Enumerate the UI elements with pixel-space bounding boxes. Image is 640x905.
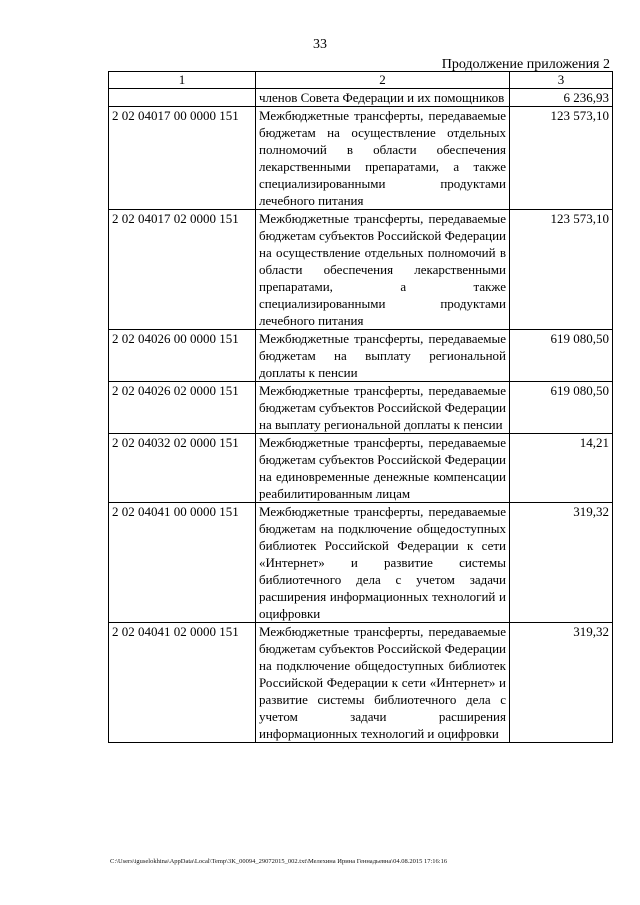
row-description: Межбюджетные трансферты, передаваемые бюджетам на подключение общедоступных библиотек Российской Федерации к сети «Интернет» и развитие системы библиотечного дела с учетом задачи расширения информационных технологий и оцифровки bbox=[256, 503, 510, 623]
row-amount: 6 236,93 bbox=[510, 89, 613, 107]
budget-table bbox=[108, 71, 613, 743]
table-row bbox=[109, 623, 613, 743]
table-row bbox=[109, 210, 613, 330]
budget-code: 2 02 04017 02 0000 151 bbox=[109, 210, 256, 330]
table-row bbox=[109, 503, 613, 623]
row-amount: 319,32 bbox=[510, 503, 613, 623]
row-description: Межбюджетные трансферты, передаваемые бюджетам на осуществление отдельных полномочий в области обеспечения лекарственными препаратами, а также специализированными продуктами лечебного питания bbox=[256, 107, 510, 210]
row-amount: 14,21 bbox=[510, 434, 613, 503]
row-description: Межбюджетные трансферты, передаваемые бюджетам субъектов Российской Федерации на выплату региональной доплаты к пенсии bbox=[256, 382, 510, 434]
row-amount: 619 080,50 bbox=[510, 382, 613, 434]
row-amount: 319,32 bbox=[510, 623, 613, 743]
footer-file-path: C:\Users\iguselokhina\AppData\Local\Temp\3K_00094_29072015_002.txt\Мелехина Ирина Геннадьевна\04.08.2015 17:16:16 bbox=[110, 858, 448, 865]
budget-code: 2 02 04026 00 0000 151 bbox=[109, 330, 256, 382]
row-description: членов Совета Федерации и их помощников bbox=[256, 89, 510, 107]
page-number: 33 bbox=[313, 37, 327, 52]
row-description: Межбюджетные трансферты, передаваемые бюджетам субъектов Российской Федерации на подключение общедоступных библиотек Российской Федерации к сети «Интернет» и развитие системы библиотечного дела с учетом задачи расширения информационных технологий и оцифровки bbox=[256, 623, 510, 743]
budget-code: 2 02 04041 02 0000 151 bbox=[109, 623, 256, 743]
budget-code: 2 02 04017 00 0000 151 bbox=[109, 107, 256, 210]
table-row bbox=[109, 89, 613, 107]
column-header-3: 3 bbox=[510, 72, 613, 89]
continuation-label: Продолжение приложения 2 bbox=[441, 57, 610, 72]
budget-code bbox=[109, 89, 256, 107]
table-row bbox=[109, 330, 613, 382]
row-amount: 123 573,10 bbox=[510, 210, 613, 330]
budget-code: 2 02 04032 02 0000 151 bbox=[109, 434, 256, 503]
column-header-2: 2 bbox=[256, 72, 510, 89]
budget-code: 2 02 04026 02 0000 151 bbox=[109, 382, 256, 434]
budget-code: 2 02 04041 00 0000 151 bbox=[109, 503, 256, 623]
header-row bbox=[109, 72, 613, 89]
row-description: Межбюджетные трансферты, передаваемые бюджетам субъектов Российской Федерации на осуществление отдельных полномочий в области обеспечения лекарственными препаратами, а также специализированными продуктами лечебного питания bbox=[256, 210, 510, 330]
column-header-1: 1 bbox=[109, 72, 256, 89]
table-row bbox=[109, 107, 613, 210]
row-description: Межбюджетные трансферты, передаваемые бюджетам на выплату региональной доплаты к пенсии bbox=[256, 330, 510, 382]
row-amount: 619 080,50 bbox=[510, 330, 613, 382]
row-description: Межбюджетные трансферты, передаваемые бюджетам субъектов Российской Федерации на единовременные денежные компенсации реабилитированным лицам bbox=[256, 434, 510, 503]
row-amount: 123 573,10 bbox=[510, 107, 613, 210]
table-row bbox=[109, 382, 613, 434]
table-row bbox=[109, 434, 613, 503]
